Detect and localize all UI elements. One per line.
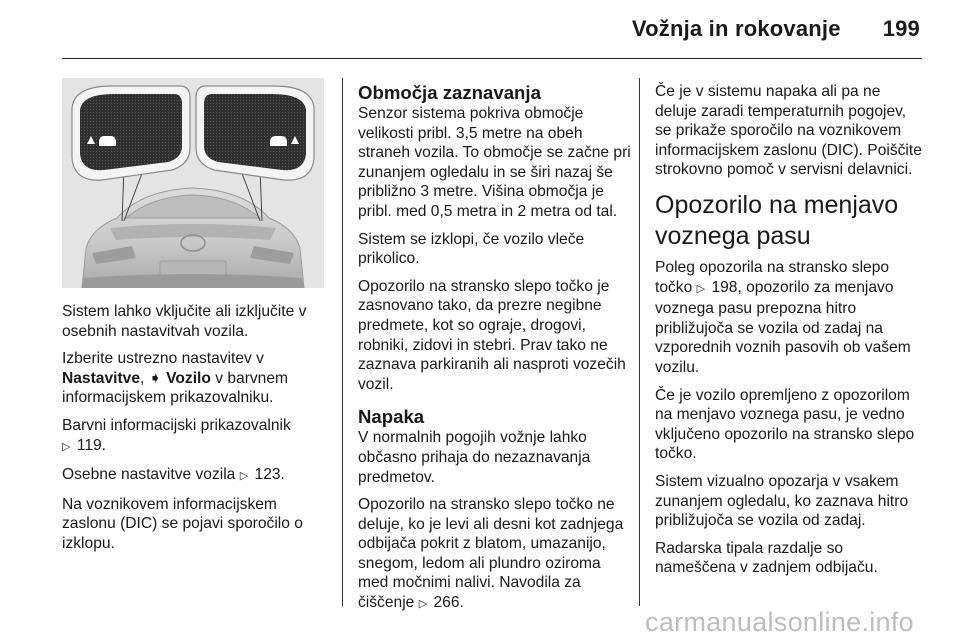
section-heading-large: Opozorilo na menjavo voznega pasu (655, 190, 899, 250)
left-mirror (72, 86, 190, 180)
text-span: Barvni informacijski prikazovalnik (62, 416, 291, 434)
paragraph: Sistem vizualno opozarja v vsakem zunanjem ogledalu, ko zaznava hitro približujoča se vozila od zadaj. (655, 472, 909, 530)
column-divider (342, 78, 343, 606)
paragraph (62, 349, 332, 408)
column-divider (639, 78, 640, 606)
paragraph (358, 495, 633, 615)
paragraph: Če je v sistemu napaka ali pa ne deluje zaradi temperaturnih pogojev, se prikaže sporočilo na voznikovem informacijskem zaslonu (DIC). Poiščite strokovno pomoč v servisni delavnici. (655, 83, 922, 179)
reference-arrow-icon: ▷ (418, 598, 428, 611)
section-heading: Območja zaznavanja (358, 82, 541, 103)
watermark: carmanualsonline.info (645, 607, 914, 637)
text-span: v barvnem informacijskem prikazovalniku. (62, 369, 289, 407)
text-span: , (140, 369, 145, 387)
right-mirror (196, 86, 314, 180)
text-span: Izberite ustrezno nastavitev v (62, 350, 264, 368)
paragraph: Senzor sistema pokriva območje velikosti pribl. 3,5 metre na obeh straneh vozila. To območje se začne pri zunanjem ogledalu in se širi nazaj še približno 3 metre. Višina območja je pribl. med 0,5 metra in 2 metra od tal. (358, 105, 631, 220)
text-span: , opozorilo za menjavo voznega pasu prepozna hitro približujoča se vozila od zadaj na vzporednih voznih pasovih ob vašem vozilu. (655, 278, 911, 376)
paragraph: Opozorilo na stransko slepo točko je zasnovano tako, da prezre negibne predmete, kot so ograje, drogovi, robniki, zidovi in stebri. Prav tako ne zaznava parkiranih ali nasproti vozečih vozil. (358, 277, 626, 393)
reference-arrow-icon: ▷ (239, 470, 249, 483)
page-number: 199 (882, 16, 920, 41)
reference-arrow-icon: ▷ (62, 440, 71, 453)
column-middle (358, 82, 633, 623)
mirror-illustration (62, 78, 324, 288)
paragraph: Radarska tipala razdalje so nameščena v zadnjem odbijaču. (655, 539, 878, 577)
menu-name-nastavitve: Nastavitve (62, 369, 141, 387)
menu-name-vozilo: Vozilo (166, 369, 211, 387)
header-rule (62, 58, 922, 59)
menu-arrow-icon: ➧ (148, 369, 162, 387)
page-reference: 266. (433, 594, 464, 612)
paragraph: Sistem se izklopi, če vozilo vleče prikolico. (358, 230, 585, 268)
text-span: Poleg opozorila na stransko slepo točko (655, 258, 890, 296)
section-heading: Napaka (358, 406, 425, 428)
page-reference: 123. (254, 466, 285, 484)
column-left (62, 302, 332, 562)
page-header (632, 16, 920, 42)
page-title: Vožnja in rokovanje (631, 16, 841, 41)
text-span: Opozorilo na stransko slepo točko ne deluje, ko je levi ali desni kot zadnjega odbijača pokrit z blatom, umazanijo, snegom, ledom ali plundro oziroma med močnimi nalivi. Navodila za čiščenje (358, 496, 624, 612)
paragraph (655, 258, 923, 378)
paragraph: Sistem lahko vključite ali izključite v osebnih nastavitvah vozila. (62, 303, 307, 340)
column-right (655, 82, 923, 586)
page-reference: 119. (76, 436, 107, 454)
page-reference: 198 (711, 278, 738, 296)
paragraph: Na voznikovem informacijskem zaslonu (DIC) se pojavi sporočilo o izklopu. (62, 495, 303, 552)
paragraph: V normalnih pogojih vožnje lahko občasno prihaja do nezaznavanja predmetov. (358, 429, 591, 486)
paragraph (62, 465, 332, 487)
paragraph (62, 416, 332, 457)
mirror-illustration-svg (62, 78, 324, 288)
reference-arrow-icon: ▷ (696, 282, 706, 295)
paragraph: Če je vozilo opremljeno z opozorilom na menjavo voznega pasu, je vedno vključeno opozorilo na stransko slepo točko. (655, 386, 915, 463)
text-span: Osebne nastavitve vozila (62, 466, 236, 484)
